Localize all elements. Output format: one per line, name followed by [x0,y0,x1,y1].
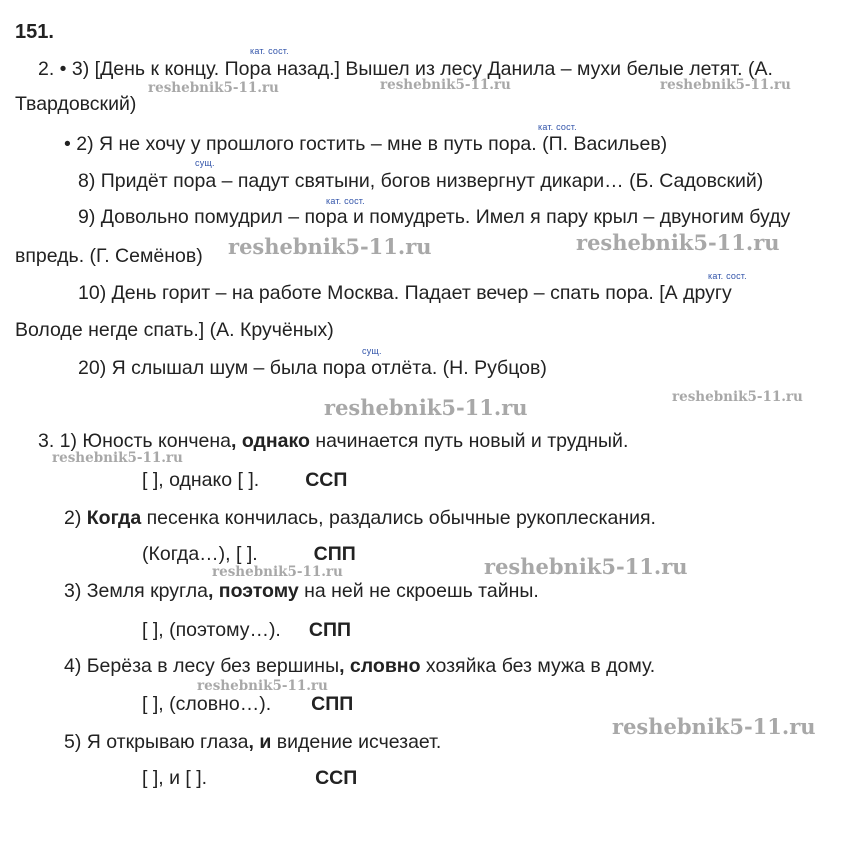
scheme-5 [142,766,357,790]
scheme-text: (Когда…), [ ]. [142,543,258,565]
watermark: reshebnik5-11.ru [576,230,780,255]
watermark: reshebnik5-11.ru [324,395,528,420]
sentence-type: СПП [311,693,354,715]
part2-line2: • 2) Я не хочу у прошлого гостить – мне в путь пора. (П. Васильев) [64,133,668,155]
part2-line5-cont: Володе негде спать.] (А. Кручёных) [15,319,334,341]
annotation-kat-sost-3: кат. сост. [326,196,365,206]
part2-line6: 20) Я слышал шум – была пора отлёта. (Н. Рубцов) [78,357,547,379]
sentence-text: 4) Берёза в лесу без вершины [64,655,340,677]
part2-line4-cont: впредь. (Г. Семёнов) [15,245,203,267]
sentence-text: 5) Я открываю глаза [64,731,249,753]
watermark: reshebnik5-11.ru [197,678,328,694]
part2-line4: 9) Довольно помудрил – пора и помудреть. Имел я пару крыл – двуногим буду [78,206,791,228]
annotation-sushch-1: сущ. [195,158,215,168]
sentence-text: хозяйка без мужа в дому. [420,655,656,677]
conjunction: , поэтому [207,580,299,602]
watermark: reshebnik5-11.ru [672,389,803,405]
scheme-4 [142,692,353,716]
sentence-type: СПП [308,619,351,641]
part2-line1: 2. • 3) [День к концу. Пора назад.] Вышел из лесу Данила – мухи белые летят. (А. [38,58,773,80]
scheme-text: [ ], (словно…). [142,693,272,715]
sentence-type: ССП [305,469,348,491]
watermark: reshebnik5-11.ru [484,554,688,579]
part2-line1-cont: Твардовский) [15,93,137,115]
part3-sentence-4 [64,654,655,678]
watermark: reshebnik5-11.ru [380,77,511,93]
sentence-type: СПП [313,543,356,565]
sentence-text: на ней не скроешь тайны. [298,580,539,602]
annotation-sushch-2: сущ. [362,346,382,356]
annotation-kat-sost-2: кат. сост. [538,122,577,132]
watermark: reshebnik5-11.ru [148,80,279,96]
sentence-type: ССП [315,767,358,789]
scheme-text: [ ], однако [ ]. [142,469,260,491]
sentence-text: 3) Земля кругла [64,580,208,602]
sentence-text: песенка кончилась, раздались обычные рукоплескания. [141,507,656,529]
conjunction: , однако [231,430,310,452]
part3-sentence-3 [64,579,539,603]
conjunction: , словно [339,655,421,677]
watermark: reshebnik5-11.ru [612,714,816,739]
sentence-text: 2) [64,507,87,529]
exercise-number: 151. [15,21,54,43]
part2-line5: 10) День горит – на работе Москва. Падает вечер – спать пора. [А другу [78,282,732,304]
annotation-kat-sost-1: кат. сост. [250,46,289,56]
sentence-text: 3. 1) Юность кончена [38,430,231,452]
part2-line3: 8) Придёт пора – падут святыни, богов низвергнут дикари… (Б. Садовский) [78,170,764,192]
part3-sentence-5 [64,730,441,754]
annotation-kat-sost-4: кат. сост. [708,271,747,281]
conjunction: Когда [86,507,142,529]
scheme-text: [ ], (поэтому…). [142,619,281,641]
sentence-text: видение исчезает. [271,731,442,753]
watermark: reshebnik5-11.ru [212,564,343,580]
scheme-text: [ ], и [ ]. [142,767,208,789]
watermark: reshebnik5-11.ru [52,450,183,466]
conjunction: , и [248,731,272,753]
watermark: reshebnik5-11.ru [660,77,791,93]
scheme-1 [142,468,347,492]
scheme-2 [142,542,356,566]
watermark: reshebnik5-11.ru [228,234,432,259]
sentence-text: начинается путь новый и трудный. [309,430,629,452]
part3-sentence-2 [64,506,656,530]
scheme-3 [142,618,351,642]
